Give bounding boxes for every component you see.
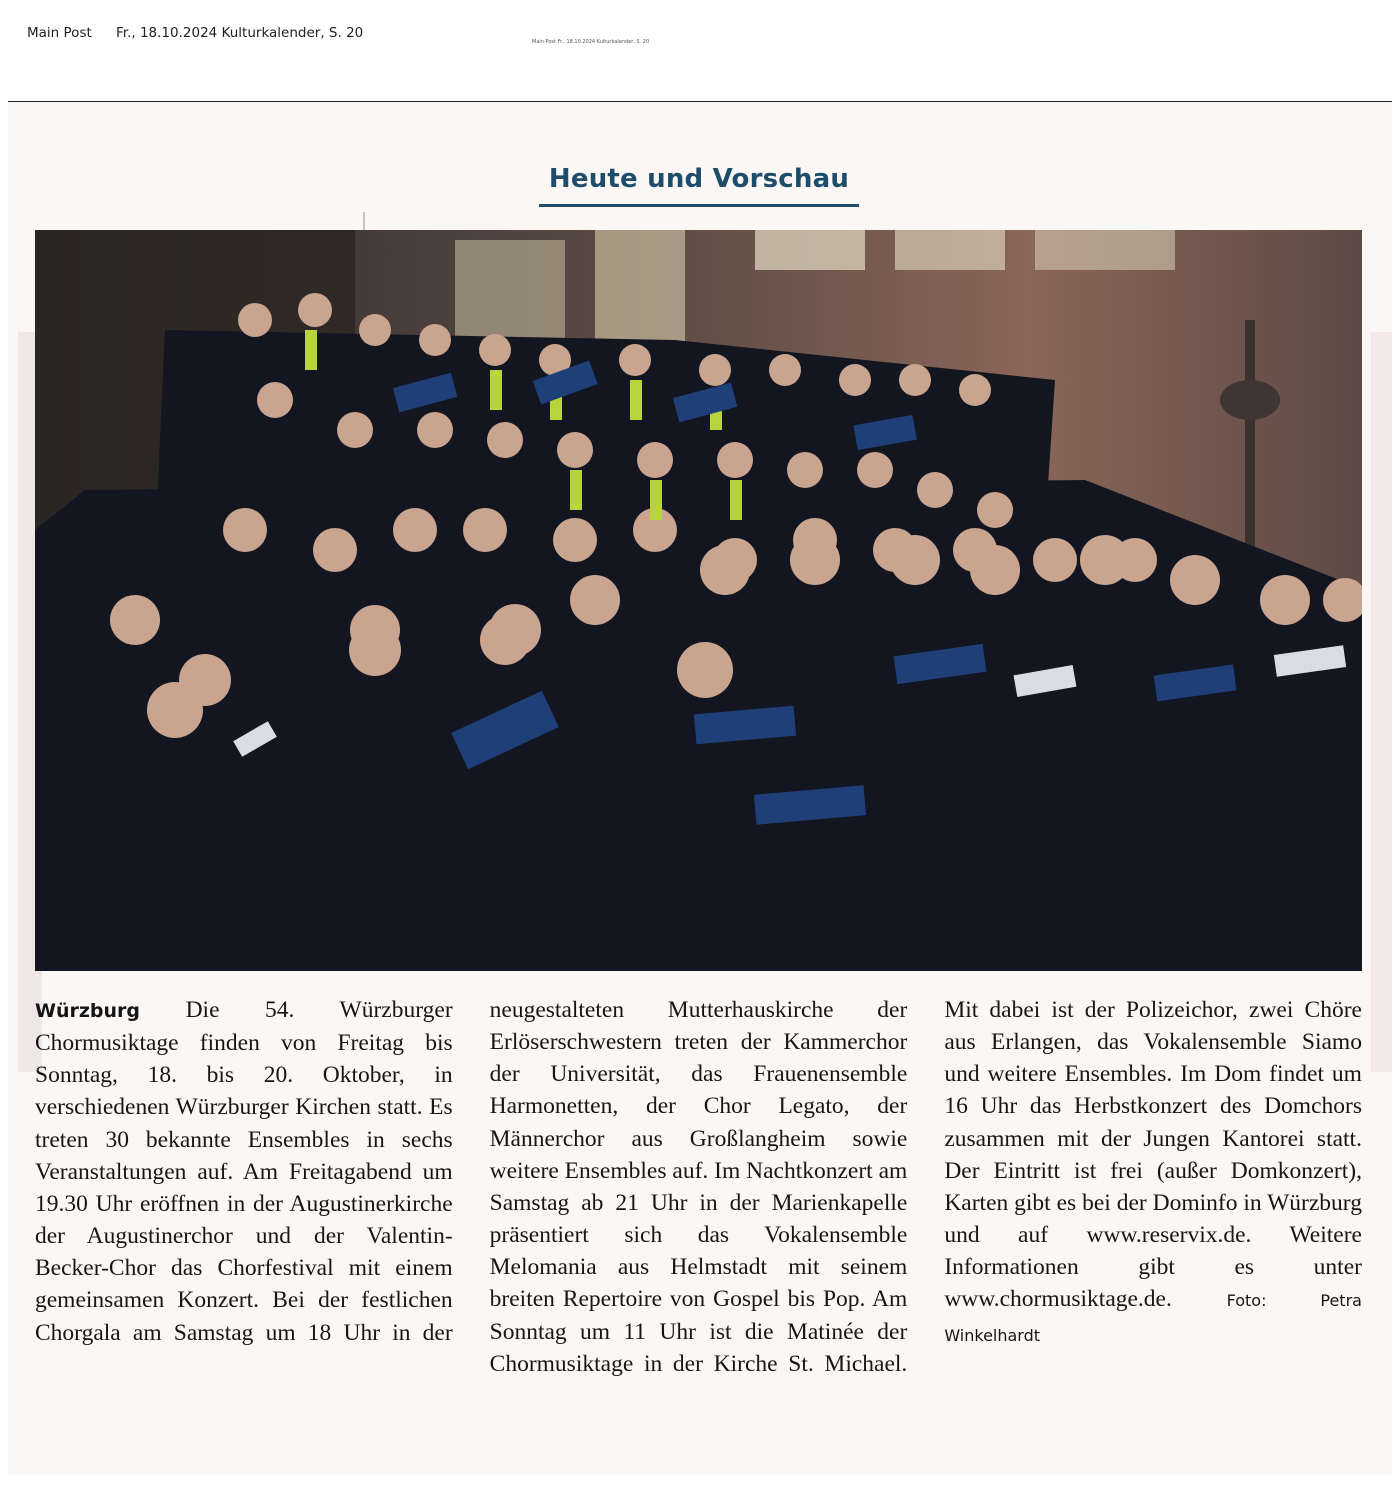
dateline: Würzburg xyxy=(35,1000,141,1022)
heading-underline xyxy=(539,204,859,207)
choir-photo-illustration xyxy=(35,230,1362,971)
publication-date: Fr., 18.10.2024 Kulturkalender, S. 20 xyxy=(116,25,364,41)
mini-caption: Main Post Fr., 18.10.2024 Kulturkalender, S. 20 xyxy=(532,39,650,45)
photo-credit: Foto: Petra Winkelhardt xyxy=(944,1291,1362,1345)
publication-name: Main Post xyxy=(27,25,92,41)
page-header xyxy=(8,8,1392,102)
section-heading: Heute und Vorschau xyxy=(548,164,850,194)
choir-photo xyxy=(35,230,1362,971)
article-text: Die 54. Würzburger Chormusiktage finden von Freitag bis Sonntag, 18. bis 20. Oktober, in verschiedenen Würzburger Kirchen statt. Es treten 30 bekannte Ensembles in sechs Veranstaltungen auf. Am Freitagabend um 19.30 Uhr eröffnen in der Augustinerkirche der Augustinerchor und der Valentin-Becker-Chor das Chorfestival mit einem gemeinsamen Konzert. Bei der festlichen Chorgala am Samstag um 18 Uhr in der neugestalteten Mutterhauskirche der Erlöserschwestern treten der Kammerchor der Universität, das Frauenensemble Harmonetten, der Chor Legato, der Männerchor aus Großlangheim sowie weitere Ensembles auf. Im Nachtkonzert am Samstag ab 21 Uhr in der Marienkapelle präsentiert sich das Vokalensemble Melomania aus Helmstadt mit seinem breiten Repertoire von Gospel bis Pop. Am Sonntag um 11 Uhr ist die Matinée der Chormusiktage in der Kirche St. Michael. Mit dabei ist der Polizeichor, zwei Chöre aus Erlangen, das Vokalensemble Siamo und weitere Ensembles. Im Dom findet um 16 Uhr das Herbstkonzert des Domchors zusammen mit der Jungen Kantorei statt. Der Eintritt ist frei (außer Domkonzert), Karten gibt es bei der Dominfo in Würzburg und auf www.reservix.de. Weitere Informationen gibt es unter www.chormusiktage.de. xyxy=(35,997,1362,1377)
article-body xyxy=(35,994,1362,1414)
bleed-through-right xyxy=(1371,332,1392,1072)
